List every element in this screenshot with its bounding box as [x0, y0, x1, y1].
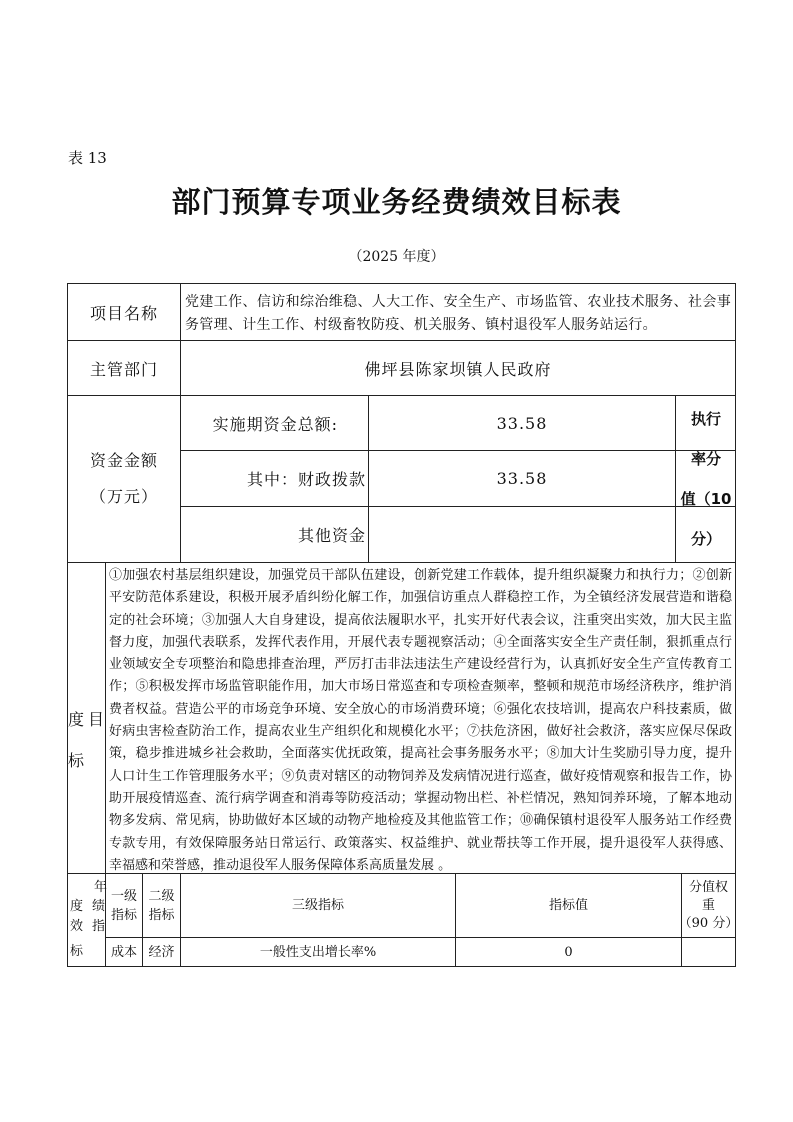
other-funds-label: 其他资金 — [297, 526, 366, 545]
col-level1-header — [106, 874, 142, 937]
other-funds-value — [369, 507, 675, 562]
project-name-value: 党建工作、信访和综治维稳、人大工作、安全生产、市场监管、农业技术服务、社会事务管理、计生工作、村级畜牧防疫、机关服务、镇村退役军人服务站运行。 — [185, 294, 731, 333]
col-weight-b: 重 — [701, 897, 715, 913]
total-funds-value: 33.58 — [496, 413, 548, 433]
execution-rate-label — [676, 396, 736, 562]
goal-label-b: 目 — [88, 710, 105, 729]
fiscal-funds-value: 33.58 — [496, 469, 548, 488]
row-weight — [682, 938, 735, 966]
table-number: 表 13 — [68, 149, 107, 167]
ind-side-b: 度 — [70, 899, 84, 914]
ind-side-d: 效 — [70, 919, 84, 934]
exec-line3: 值（10 — [680, 490, 732, 508]
department-value: 佛坪县陈家坝镇人民政府 — [364, 359, 552, 379]
col-weight-c: （90 分） — [678, 915, 739, 931]
goal-label-a: 度 — [68, 710, 85, 729]
row-value: 0 — [564, 944, 573, 960]
col-weight-a: 分值权 — [688, 879, 728, 895]
row-level2: 经济 — [148, 944, 175, 960]
col-level2-a: 二级 — [148, 888, 175, 904]
document-title: 部门预算专项业务经费绩效目标表 — [171, 185, 622, 219]
document-year: （2025 年度） — [348, 249, 445, 265]
funds-label-line1: 资金金额 — [89, 451, 158, 470]
department-label: 主管部门 — [89, 359, 158, 379]
project-name-label: 项目名称 — [89, 303, 158, 323]
ind-side-f: 标 — [70, 944, 84, 959]
ind-side-c: 绩 — [92, 899, 106, 914]
fiscal-funds-label: 其中：财政拨款 — [246, 470, 366, 489]
ind-side-e: 指 — [92, 919, 106, 934]
annual-goal-text: ①加强农村基层组织建设，加强党员干部队伍建设，创新党建工作载体，提升组织凝聚力和执行力；②创新平安防范体系建设，积极开展矛盾纠纷化解工作，加强信访重点人群稳控工作，为全镇经济发展营造和谐稳定的社会环境；③加强人大自身建设，提高依法履职水平，扎实开好代表会议，注重突出实效，加大民主监督力度，加强代表联系，发挥代表作用，开展代表专题视察活动；④全面落实安全生产责任制，狠抓重点行业领域安全专项整治和隐患排查治理，严厉打击非法违法生产建设经营行为，认真抓好安全生产宣传教育工作；⑤积极发挥市场监管职能作用，加大市场日常巡查和专项检查频率，整顿和规范市场经济秩序，维护消费者权益。营造公平的市场竞争环境、安全放心的市场消费环境；⑥强化农技培训，提高农户科技素质，做好病虫害检查防治工作，提高农业生产组织化和规模化水平；⑦扶危济困，做好社会救济，落实应保尽保政策，稳步推进城乡社会救助，全面落实优抚政策，提高社会事务服务水平；⑧加大计生奖励引导力度，提升人口计生工作管理服务水平；⑨负责对辖区的动物饲养及发病情况进行巡查，做好疫情观察和报告工作，协助开展疫情巡查、流行病学调查和消毒等防疫活动；掌握动物出栏、补栏情况，熟知饲养环境，了解本地动物多发病、常见病，协助做好本区域的动物产地检疫及其他监管工作；⑩确保镇村退役军人服务站工作经费专款专用，有效保障服务站日常运行、政策落实、权益维护、就业帮扶等工作开展，提升退役军人获得感、幸福感和荣誉感，推动退役军人服务保障体系高质量发展 。 — [109, 568, 732, 873]
col-level2-header — [143, 874, 180, 937]
exec-line2: 率分 — [690, 450, 721, 468]
col-value-header: 指标值 — [548, 898, 588, 913]
col-weight-header — [678, 874, 739, 937]
goal-label-c: 标 — [68, 751, 85, 770]
funds-label — [68, 396, 180, 562]
col-level1-b: 指标 — [110, 907, 137, 923]
funds-label-line2: （万元） — [89, 487, 158, 506]
row-level3: 一般性支出增长率% — [259, 944, 377, 960]
total-funds-label: 实施期资金总额: — [212, 414, 338, 434]
col-level2-b: 指标 — [148, 907, 175, 923]
row-level1: 成本 — [110, 944, 137, 960]
col-level1-a: 一级 — [110, 888, 137, 904]
col-level3-header: 三级指标 — [291, 898, 344, 913]
ind-side-a: 年 — [94, 880, 108, 895]
exec-line1: 执行 — [690, 410, 721, 428]
exec-line4: 分） — [690, 530, 721, 548]
